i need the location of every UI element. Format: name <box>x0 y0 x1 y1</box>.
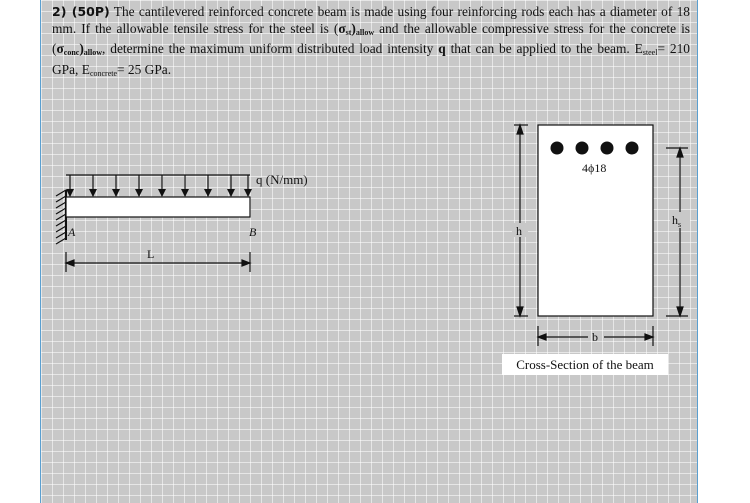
point-b-label: B <box>249 225 257 239</box>
sub-allow-concrete: allow <box>83 48 103 58</box>
sub-conc: conc <box>63 48 80 58</box>
rebar-dot <box>601 142 614 155</box>
load-label: q (N/mm) <box>256 172 308 187</box>
point-a-label: A <box>68 225 76 239</box>
rebar-dot <box>551 142 564 155</box>
sigma-concrete-symbol: σ <box>56 41 64 57</box>
problem-text-1: The cantilevered reinforced concrete beam is made using four reinforcing rods each has a diameter of 18 mm. If the allowable tensile stress for the steel is ( <box>52 4 690 36</box>
sigma-steel-symbol: σ <box>338 20 346 36</box>
beam-body <box>66 197 250 217</box>
hs-dimension <box>666 148 688 316</box>
height-label: h <box>516 224 522 238</box>
problem-text-2: and the allowable compressive stress for the concrete is ( <box>52 20 690 57</box>
problem-text-4: that can be applied to the beam. E <box>445 41 643 57</box>
fixed-support-wall <box>56 190 66 244</box>
q-symbol: q <box>438 41 446 57</box>
rebar-dot <box>626 142 639 155</box>
sub-steel: steel <box>642 48 658 58</box>
sub-st: st <box>345 27 352 37</box>
problem-text-3: , determine the maximum uniform distributed load intensity <box>102 41 439 57</box>
cross-section-caption: Cross-Section of the beam <box>516 357 654 372</box>
rebar-label: 4ϕ18 <box>582 161 607 175</box>
width-label: b <box>592 330 598 344</box>
problem-number: 2) (50P) <box>52 4 110 19</box>
rebar-dot <box>576 142 589 155</box>
sub-allow-steel: allow <box>355 27 375 37</box>
sub-concrete: concrete <box>89 68 118 78</box>
problem-text-5: = 210 GPa, E <box>52 41 690 77</box>
length-label: L <box>147 247 155 261</box>
distributed-load <box>66 175 250 196</box>
problem-text-6: = 25 GPa. <box>117 61 172 77</box>
length-dimension <box>66 252 250 272</box>
height-dimension <box>514 125 528 316</box>
problem-statement: 2) (50P) The cantilevered reinforced concrete beam is made using four reinforcing rods each has a diameter of 18 mm. If the allowable tensile stress for the steel is $(\sigma_{st})_{allow}$ and the allowable compressive stress for the concrete is $(\sigma_{conc})_{allow}$, determine the maximum uniform distributed load intensity q that can be applied to the beam. Esteel= 210 GPa, Econcrete= 25 GPa. <box>52 4 690 78</box>
hs-label: $h_s$ <box>672 213 682 229</box>
